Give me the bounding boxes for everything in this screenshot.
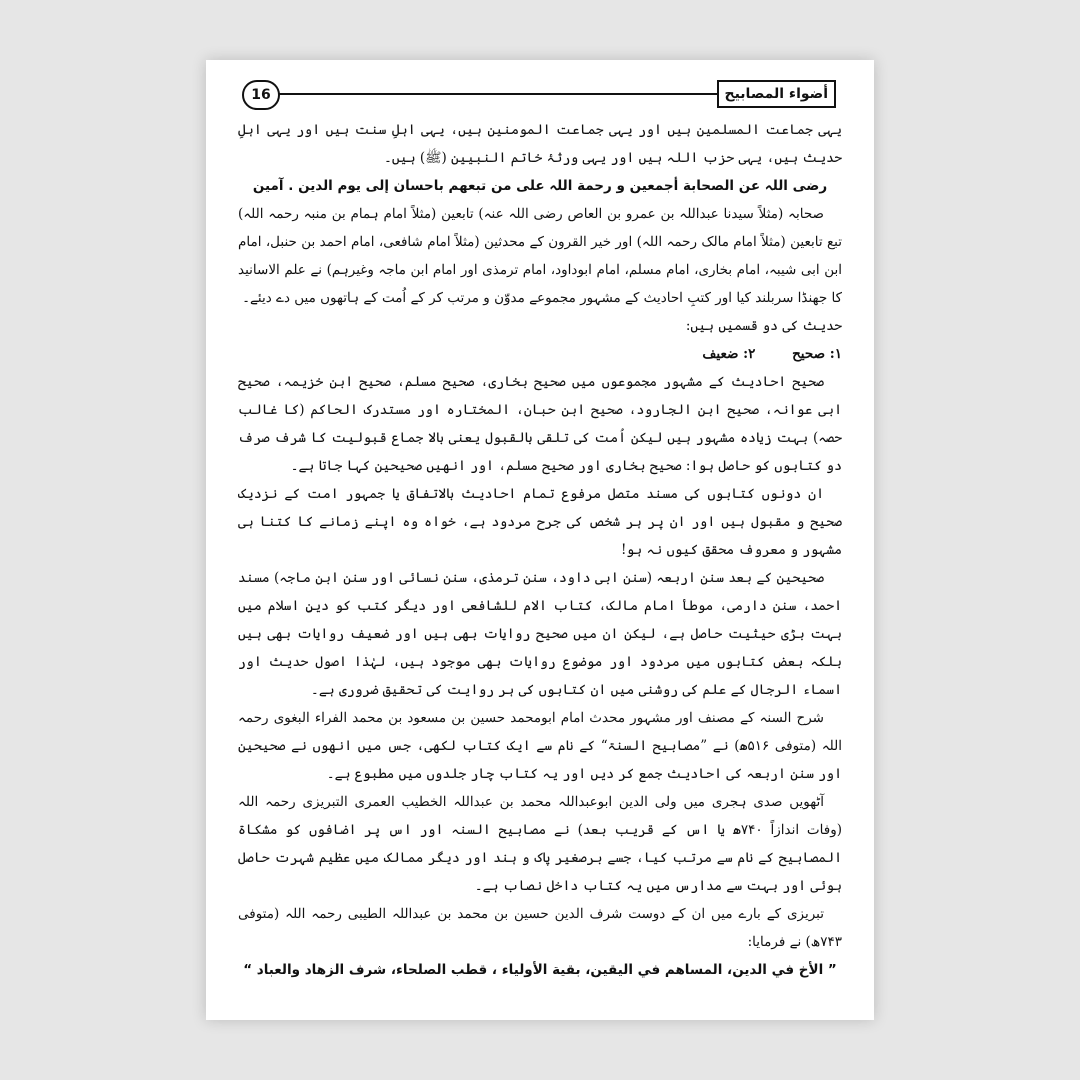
page-header [242,80,836,108]
page-number: 16 [242,80,280,110]
paragraph-sahaba: صحابہ (مثلاً سیدنا عبداللہ بن عمرو بن العاص رضی اللہ عنہ) تابعین (مثلاً امام ہمام بن منبہ رحمہ اللہ) تبع تابعین (مثلاً امام مالک رحمہ اللہ) اور خیر القرون کے محدثین (مثلاً امام شافعی، امام احمد بن حنبل، امام ابن ابی شیبہ، امام بخاری، امام مسلم، امام ابوداود، امام ترمذی اور امام ابن ماجہ وغیرہم) نے علم الاسانید کا جھنڈا سربلند کیا اور کتبِ احادیث کے مشہور مجموعے مدوّن و مرتب کر کے اُمت کے ہاتھوں میں دے دیئے۔ [238,206,842,306]
paragraph-sahih-collections: صحیح احادیث کے مشہور مجموعوں میں صحیح بخاری، صحیح مسلم، صحیح ابن خزیمہ، صحیح ابی عوانہ، صحیح ابن الجارود، صحیح ابن حبان، المختارہ اور مستدرک الحاکم (کا غالب حصہ) بہت زیادہ مشہور ہیں لیکن اُمت کی تلقی بالقبول یعنی بالا جماع قبولیت کا شرف صرف دو کتابوں کو حاصل ہوا: صحیح بخاری اور صحیح مسلم، اور انھیں صحیحین کہا جاتا ہے۔ [238,374,842,474]
paragraph-hadith-types-intro: حدیث کی دو قسمیں ہیں: [685,318,842,334]
paragraph-tibi: تبریزی کے بارے میں ان کے دوست شرف الدین حسین بن محمد بن عبداللہ الطیبی رحمہ اللہ (متوفی ۷۴۳ھ) نے فرمایا: [238,906,842,950]
page-content [238,116,842,1006]
arabic-dua: رضی اللہ عن الصحابة أجمعین و رحمة اللہ علی من تبعهم باحسان إلی یوم الدین . آمین [252,178,828,194]
hadith-types-list [238,340,842,368]
type-sahih: ۱: صحیح [792,346,842,362]
paragraph-jamaat: یہی جماعت المسلمین ہیں اور یہی جماعت المومنین ہیں، یہی اہلِ سنت ہیں اور یہی اہلِ حدیث ہیں، یہی حزب اللہ ہیں اور یہی ورثۂ خاتم النبیین (ﷺ) ہیں۔ [238,122,842,166]
paragraph-sunan: صحیحین کے بعد سنن اربعہ (سنن ابی داود، سنن ترمذی، سنن نسائی اور سنن ابن ماجہ) مسند احمد، سنن دارمی، موطأ امام مالک، کتاب الام للشافعی اور دیگر کتب کو دینِ اسلام میں بہت بڑی حیثیت حاصل ہے، لیکن ان میں صحیح روایات بھی ہیں اور ضعیف روایات بھی ہیں بلکہ بعض کتابوں میں مردود اور موضوع روایات بھی موجود ہیں، لہٰذا اصول حدیث اور اسماء الرجال کے علم کی روشنی میں ان کتابوں کی ہر روایت کی تحقیق ضروری ہے۔ [238,570,842,698]
paragraph-mishkat: آٹھویں صدی ہجری میں ولی الدین ابوعبداللہ محمد بن عبداللہ الخطیب العمری التبریزی رحمہ اللہ (وفات اندازاً ۷۴۰ھ یا اس کے قریب بعد) نے مصابیح السنہ اور اس پر اضافوں کو مشکاۃ المصابیح کے نام سے مرتب کیا، جسے برصغیر پاک و ہند اور دیگر ممالک میں عظیم شہرت حاصل ہوئی اور بہت سے مدارس میں یہ کتاب داخل نصاب ہے۔ [238,794,842,894]
book-title: أضواء المصابيح [717,80,837,108]
paragraph-masabih: شرح السنہ کے مصنف اور مشہور محدث امام ابومحمد حسین بن مسعود بن محمد الفراء البغوی رحمہ اللہ (متوفی ۵۱۶ھ) نے ”مصابیح السنۃ“ کے نام سے ایک کتاب لکھی، جس میں انھوں نے صحیحین اور سنن اربعہ کی احادیث جمع کر دیں اور یہ کتاب چار جلدوں میں مطبوع ہے۔ [238,710,842,782]
paragraph-sahihain: ان دونوں کتابوں کی مسند متصل مرفوع تمام احادیث بالاتفاق یا جمہور امت کے نزدیک صحیح و مقبول ہیں اور ان پر ہر شخص کی جرح مردود ہے، خواہ وہ اپنے زمانے کا کتنا ہی مشہور و معروف محقق کیوں نہ ہو! [238,486,842,558]
document-page [206,60,874,1020]
arabic-quote: ” الأخ في الدین، المساهم في الیقین، بقیة الأولیاء ، قطب الصلحاء، شرف الزهاد والعباد “ [243,962,837,978]
type-daif: ۲: ضعیف [702,346,756,362]
